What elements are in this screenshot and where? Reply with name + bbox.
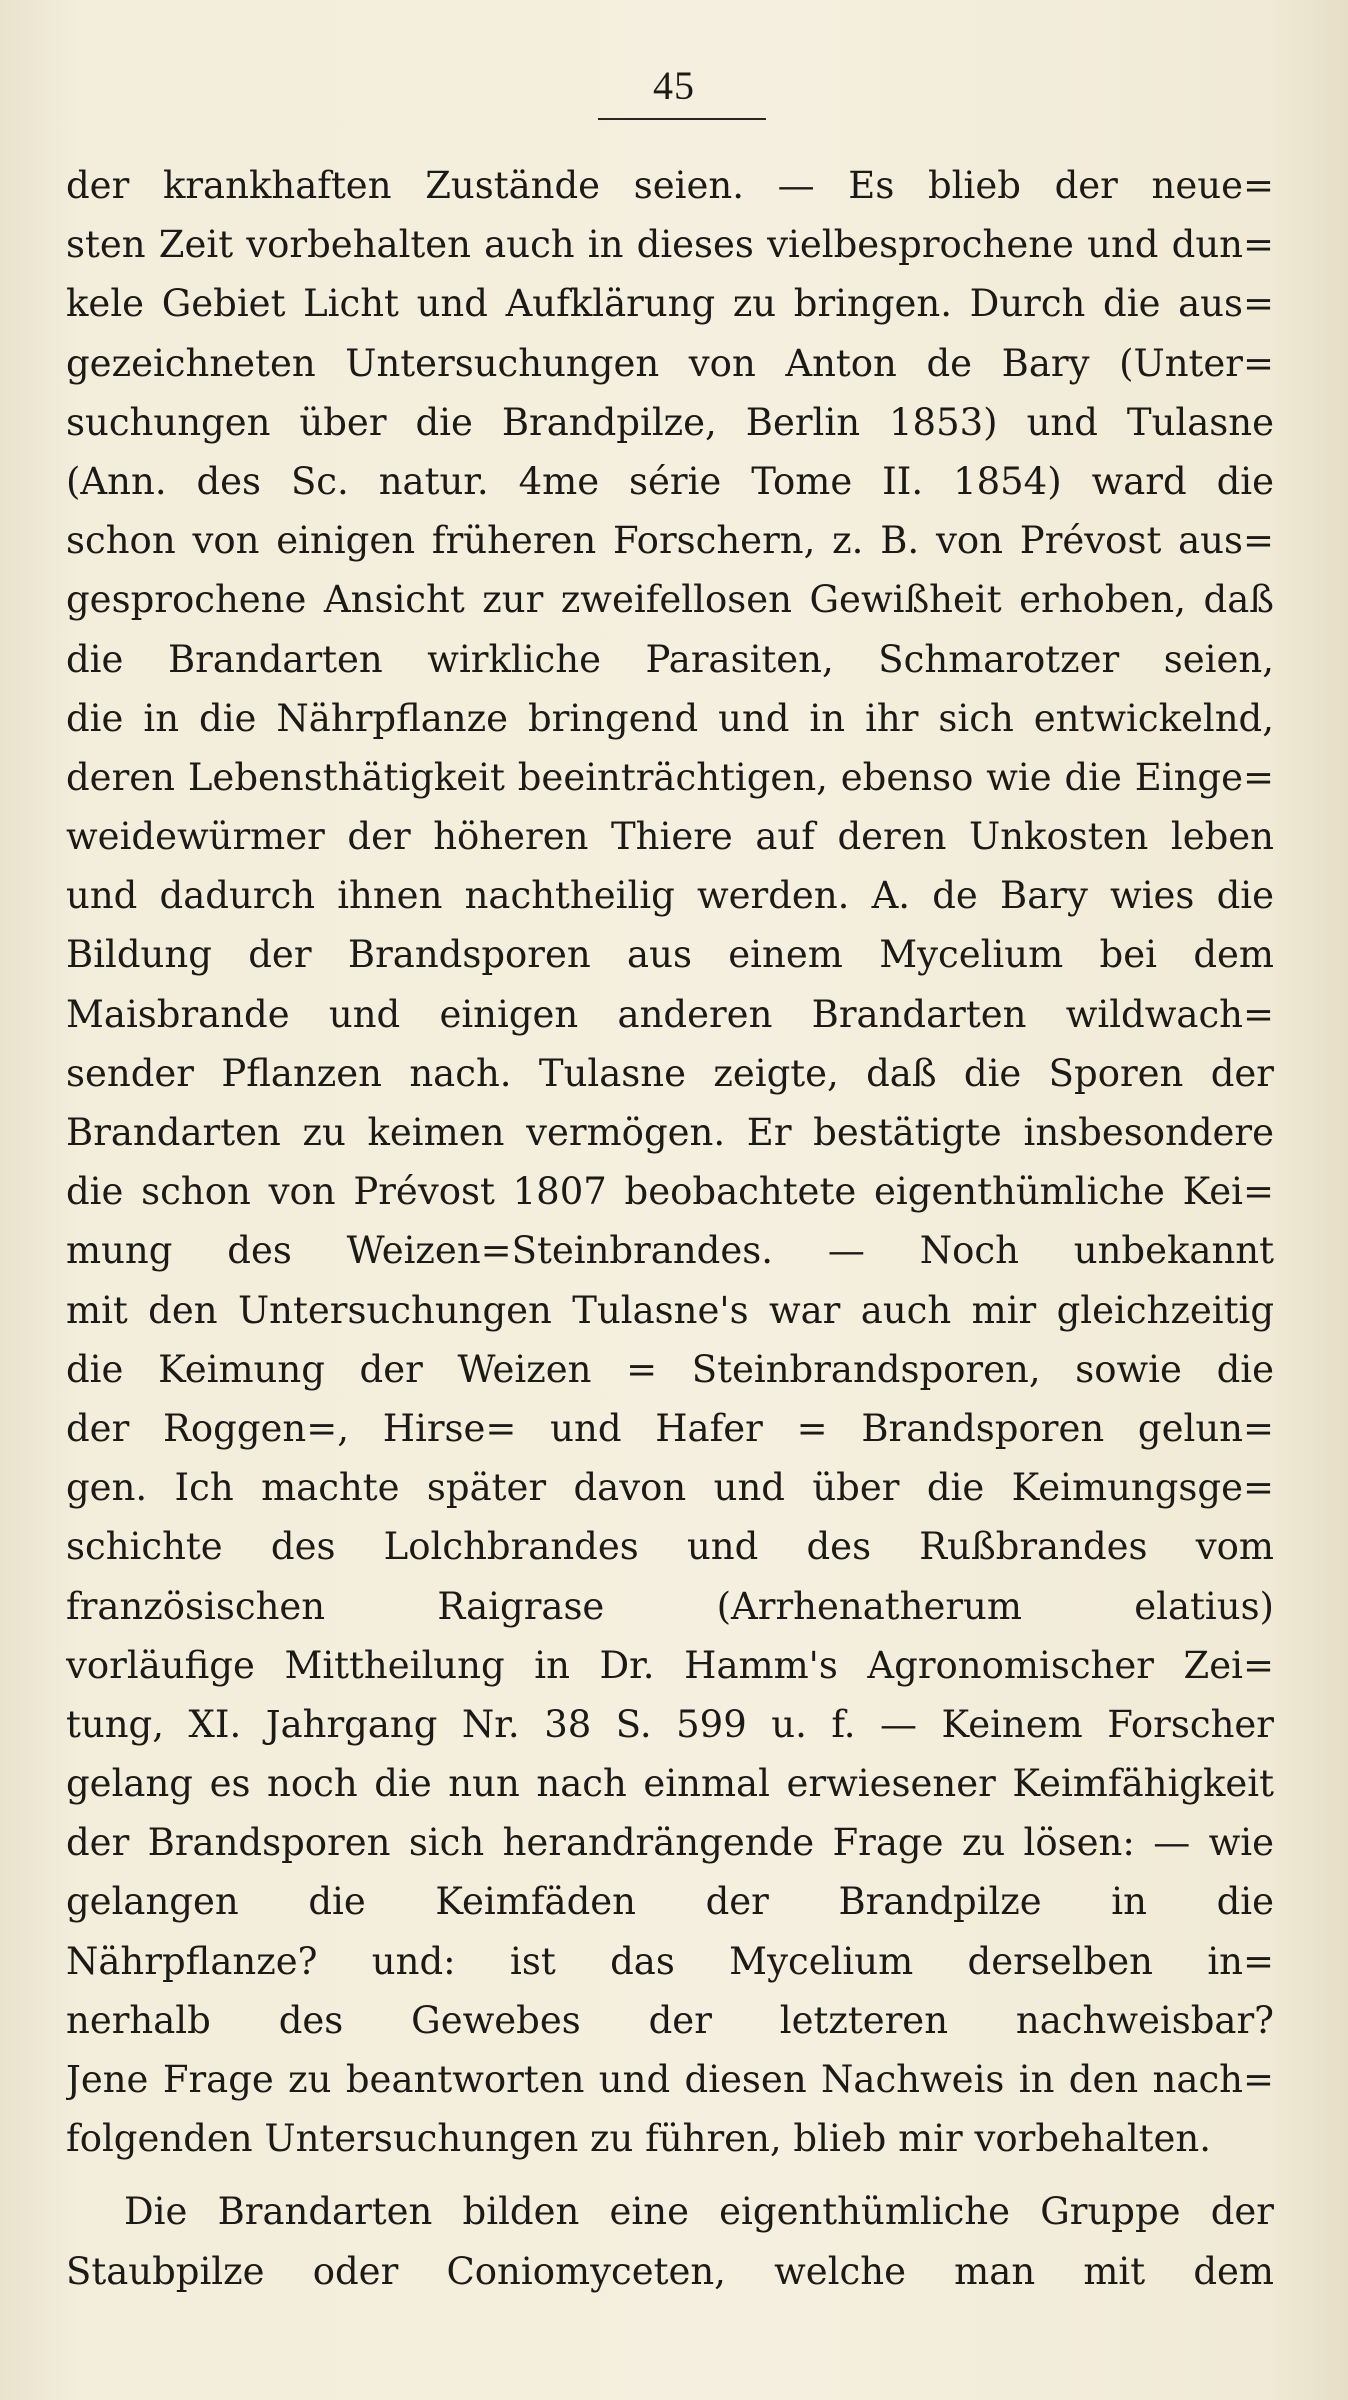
text-line: Die Brandarten bilden eine eigenthümliche Gruppe der [124, 2190, 1274, 2234]
text-line: die schon von Prévost 1807 beobachtete eigenthümliche Kei= [66, 1170, 1274, 1214]
header-rule [598, 118, 766, 120]
text-line: die Brandarten wirkliche Parasiten, Schmarotzer seien, [66, 637, 1274, 681]
text-line: schon von einigen früheren Forschern, z. B. von Prévost aus= [66, 519, 1274, 563]
paragraph-1 [66, 156, 1274, 2168]
text-line: Brandarten zu keimen vermögen. Er bestätigte insbesondere [66, 1111, 1274, 1154]
text-line: tung, XI. Jahrgang Nr. 38 S. 599 u. f. — Keinem Forscher [66, 1702, 1274, 1746]
text-line: Maisbrande und einigen anderen Brandarten wildwach= [66, 992, 1274, 1036]
text-line: Bildung der Brandsporen aus einem Mycelium bei dem [66, 933, 1274, 977]
text-line: (Ann. des Sc. natur. 4me série Tome II. 1854) ward die [66, 459, 1274, 503]
text-line: Nährpflanze? und: ist das Mycelium derselben in= [66, 1939, 1274, 1983]
paragraph-2 [66, 2182, 1274, 2300]
text-line: vorläufige Mittheilung in Dr. Hamm's Agronomischer Zei= [66, 1643, 1274, 1687]
text-line: die Keimung der Weizen = Steinbrandsporen, sowie die [66, 1347, 1274, 1391]
text-line: französischen Raigrase (Arrhenatherum elatius) [66, 1584, 1274, 1628]
text-line: gezeichneten Untersuchungen von Anton de Bary (Unter= [66, 341, 1274, 385]
text-line: gesprochene Ansicht zur zweifellosen Gewißheit erhoben, daß [66, 578, 1274, 622]
text-line: der Roggen=, Hirse= und Hafer = Brandsporen gelun= [66, 1406, 1274, 1450]
text-line: und dadurch ihnen nachtheilig werden. A. de Bary wies die [66, 874, 1274, 918]
text-line: der Brandsporen sich herandrängende Frage zu lösen: — wie [66, 1821, 1274, 1865]
text-line: Jene Frage zu beantworten und diesen Nachweis in den nach= [66, 2058, 1274, 2101]
page-number: 45 [653, 63, 695, 108]
text-line: gelang es noch die nun nach einmal erwiesener Keimfähigkeit [66, 1762, 1274, 1806]
text-line: der krankhaften Zustände seien. — Es blieb der neue= [66, 164, 1274, 207]
text-line: kele Gebiet Licht und Aufklärung zu bringen. Durch die aus= [66, 282, 1274, 326]
text-line: Staubpilze oder Coniomyceten, welche man mit dem [66, 2249, 1274, 2293]
text-line: weidewürmer der höheren Thiere auf deren Unkosten leben [66, 815, 1274, 859]
text-line: mit den Untersuchungen Tulasne's war auch mir gleichzeitig [66, 1288, 1274, 1332]
paragraph-gap [66, 2168, 1274, 2182]
text-line: gen. Ich machte später davon und über die Keimungsge= [66, 1466, 1274, 1510]
text-line: sten Zeit vorbehalten auch in dieses vielbesprochene und dun= [66, 223, 1274, 267]
text-line: mung des Weizen=Steinbrandes. — Noch unbekannt [66, 1229, 1274, 1273]
text-line: nerhalb des Gewebes der letzteren nachweisbar? [66, 1998, 1274, 2042]
text-line: deren Lebensthätigkeit beeinträchtigen, ebenso wie die Einge= [66, 755, 1274, 799]
text-line: folgenden Untersuchungen zu führen, blieb mir vorbehalten. [66, 2117, 1212, 2161]
text-line: die in die Nährpflanze bringend und in ihr sich entwickelnd, [66, 696, 1274, 740]
text-line: suchungen über die Brandpilze, Berlin 1853) und Tulasne [66, 400, 1274, 444]
text-line: sender Pflanzen nach. Tulasne zeigte, daß die Sporen der [66, 1051, 1274, 1095]
text-line: gelangen die Keimfäden der Brandpilze in die [66, 1880, 1274, 1924]
body-text [66, 156, 1274, 2301]
text-line: schichte des Lolchbrandes und des Rußbrandes vom [66, 1525, 1274, 1569]
